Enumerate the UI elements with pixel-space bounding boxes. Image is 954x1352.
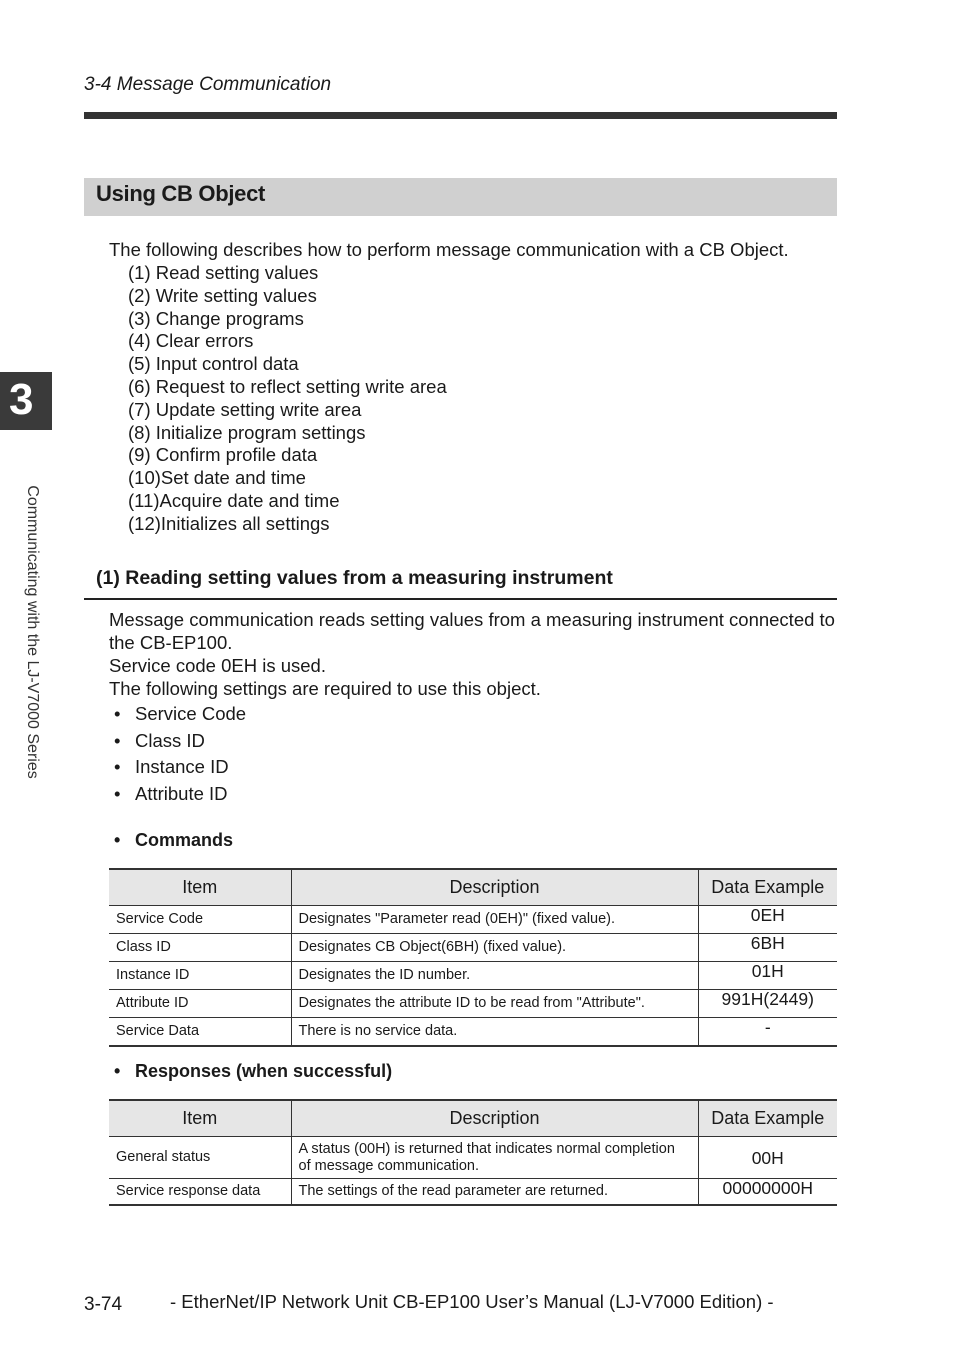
feature-list-item: (5) Input control data: [128, 353, 299, 375]
body-paragraph: Message communication reads setting values from a measuring instrument connected to the CB-EP100.: [109, 609, 835, 653]
subsection-body: [109, 608, 837, 700]
cell-description: Designates the ID number.: [291, 962, 698, 990]
cell-description: The settings of the read parameter are returned.: [291, 1179, 698, 1206]
cell-description: Designates the attribute ID to be read from "Attribute".: [291, 990, 698, 1018]
bullet-icon: •: [114, 756, 121, 777]
body-paragraph: The following settings are required to use this object.: [109, 678, 541, 699]
body-paragraph: Service code 0EH is used.: [109, 655, 326, 676]
cell-data-example: 00000000H: [698, 1179, 837, 1206]
cell-item: Attribute ID: [109, 990, 291, 1018]
column-header-item: Item: [109, 1100, 291, 1137]
settings-list-item: • Service Code: [114, 701, 246, 728]
cell-description: Designates CB Object(6BH) (fixed value).: [291, 934, 698, 962]
cell-item: Class ID: [109, 934, 291, 962]
cell-item: Service Code: [109, 906, 291, 934]
table-row: [109, 1179, 837, 1206]
column-header-description: Description: [291, 869, 698, 906]
cell-data-example: -: [698, 1018, 837, 1047]
cell-item: General status: [109, 1137, 291, 1179]
cell-description: Designates "Parameter read (0EH)" (fixed value).: [291, 906, 698, 934]
feature-list-item: (12)Initializes all settings: [128, 512, 330, 534]
bullet-icon: •: [114, 782, 121, 804]
commands-table: [109, 868, 837, 1047]
subsection-rule: [84, 598, 837, 600]
required-settings-list: [114, 701, 246, 807]
bullet-icon: •: [114, 729, 121, 751]
settings-list-item: • Class ID: [114, 728, 246, 755]
chapter-tab: [0, 372, 52, 430]
settings-list-item: • Instance ID: [114, 754, 246, 781]
column-header-data-example: Data Example: [698, 869, 837, 906]
settings-list-item: • Attribute ID: [114, 781, 246, 808]
feature-list-item: (8) Initialize program settings: [128, 421, 366, 443]
cell-item: Service response data: [109, 1179, 291, 1206]
cell-item: Service Data: [109, 1018, 291, 1047]
table-row: [109, 934, 837, 962]
section-intro: The following describes how to perform message communication with a CB Object.: [109, 239, 789, 260]
responses-table: [109, 1099, 837, 1206]
commands-heading: • Commands: [114, 830, 234, 850]
column-header-item: Item: [109, 869, 291, 906]
cell-item: Instance ID: [109, 962, 291, 990]
table-row: [109, 990, 837, 1018]
feature-list-item: (1) Read setting values: [128, 262, 319, 283]
table-row: [109, 1018, 837, 1047]
section-title-bar: [84, 178, 837, 216]
bullet-icon: •: [114, 1061, 121, 1081]
feature-list-item: (9) Confirm profile data: [128, 444, 318, 466]
feature-list-item: (3) Change programs: [128, 307, 304, 329]
feature-list-item: (7) Update setting write area: [128, 398, 362, 420]
cell-description: There is no service data.: [291, 1018, 698, 1047]
feature-list-item: (6) Request to reflect setting write area: [128, 375, 447, 397]
section-title: Using CB Object: [96, 181, 266, 206]
feature-list-item: (2) Write setting values: [128, 284, 317, 306]
table-row: [109, 962, 837, 990]
bullet-icon: •: [114, 703, 121, 724]
feature-list-item: (4) Clear errors: [128, 330, 254, 352]
table-row: [109, 1137, 837, 1179]
table-header-row: [109, 1100, 837, 1137]
cell-data-example: 01H: [698, 962, 837, 990]
table-header-row: [109, 869, 837, 906]
footer-manual-title: - EtherNet/IP Network Unit CB-EP100 User’s Manual (LJ-V7000 Edition) -: [170, 1291, 774, 1312]
cell-data-example: 0EH: [698, 906, 837, 934]
responses-heading: • Responses (when successful): [114, 1061, 393, 1081]
cell-data-example: 6BH: [698, 934, 837, 962]
column-header-data-example: Data Example: [698, 1100, 837, 1137]
cell-data-example: 991H(2449): [698, 990, 837, 1018]
header-rule: [84, 112, 837, 119]
bullet-icon: •: [114, 830, 121, 850]
column-header-description: Description: [291, 1100, 698, 1137]
feature-list-item: (11)Acquire date and time: [128, 489, 340, 511]
feature-list-item: (10)Set date and time: [128, 467, 306, 489]
cell-data-example: 00H: [698, 1137, 837, 1179]
table-row: [109, 906, 837, 934]
page-number: 3-74: [84, 1294, 123, 1315]
chapter-side-label: Communicating with the LJ-V7000 Series: [24, 485, 41, 779]
chapter-number: 3: [9, 375, 34, 424]
subsection-title: (1) Reading setting values from a measuring instrument: [96, 567, 613, 589]
cell-description: A status (00H) is returned that indicates normal completion of message communication.: [291, 1137, 698, 1179]
feature-list: [128, 262, 447, 536]
running-head: 3-4 Message Communication: [84, 74, 332, 95]
